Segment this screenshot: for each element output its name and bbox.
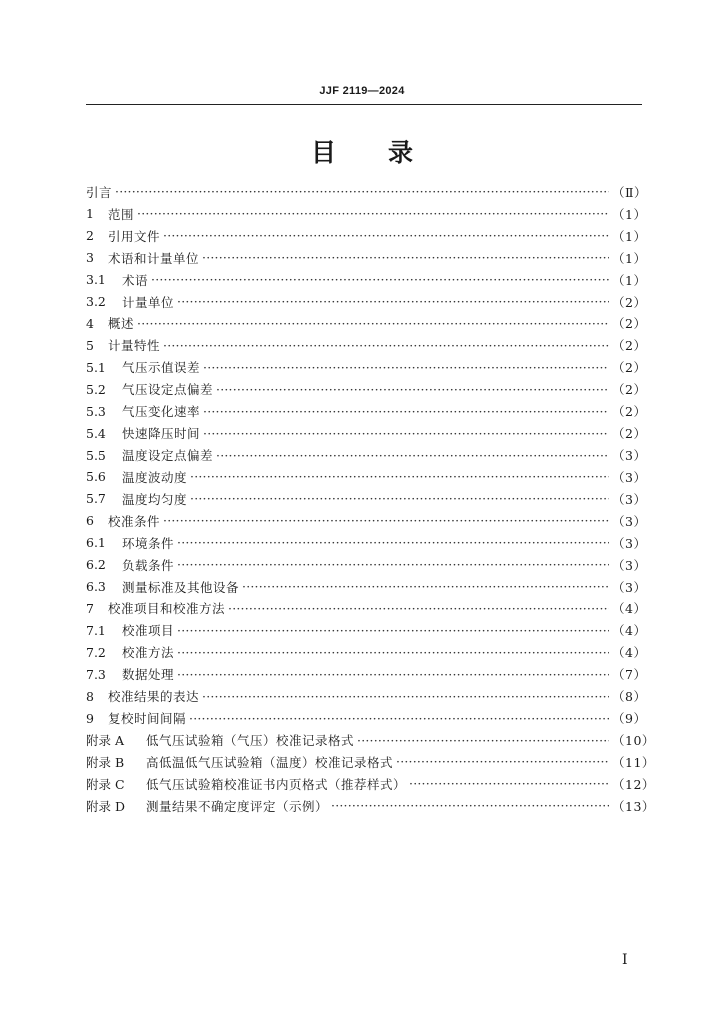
toc-entry-title: 校准项目和校准方法 [108,601,226,617]
title-char-2: 录 [388,138,414,167]
toc-entry-number: 5.2 [86,381,106,397]
toc-entry[interactable] [86,313,647,335]
toc-entry-title: 校准项目 [122,623,175,639]
toc-entry-title: 计量单位 [122,294,175,310]
toc-entry-number: 6 [86,513,94,529]
header-divider [86,104,642,105]
toc-leader-dots [177,294,609,309]
toc-entry[interactable] [86,619,647,641]
toc-entry[interactable] [86,729,655,751]
toc-leader-dots [177,645,609,660]
toc-leader-dots [190,469,609,484]
toc-entry-page: （2） [612,294,647,310]
toc-entry-title: 低气压试验箱校准证书内页格式（推荐样式） [146,776,407,792]
toc-leader-dots [137,206,609,221]
toc-leader-dots [177,535,609,550]
toc-entry-number: 9 [86,710,94,726]
toc-entry-page: （13） [612,798,655,814]
toc-leader-dots [115,184,609,199]
toc-entry-page: （4） [612,601,647,617]
toc-leader-dots [177,623,609,638]
toc-entry-number: 3.1 [86,272,106,288]
toc-entry-title: 温度均匀度 [122,491,188,507]
toc-entry[interactable] [86,598,647,620]
toc-entry-title: 计量特性 [108,338,161,354]
toc-entry-number: 6.3 [86,579,106,595]
table-of-contents [86,181,655,817]
toc-entry-number: 6.2 [86,557,106,573]
toc-entry-title: 高低温低气压试验箱（温度）校准记录格式 [146,754,394,770]
toc-leader-dots [203,404,609,419]
toc-entry-page: （2） [612,316,647,332]
standard-code: JJF 2119—2024 [319,85,405,97]
page-number: I [622,952,628,968]
toc-entry-title: 范围 [108,206,135,222]
toc-entry-title: 术语 [122,272,149,288]
toc-leader-dots [396,754,609,769]
toc-entry-title: 校准结果的表达 [108,689,200,705]
toc-leader-dots [203,426,609,441]
toc-entry[interactable] [86,663,647,685]
toc-entry-page: （4） [612,623,647,639]
toc-entry-number: 8 [86,688,94,704]
toc-entry[interactable] [86,400,647,422]
toc-leader-dots [228,601,609,616]
toc-entry-title: 概述 [108,316,135,332]
toc-entry-number: 4 [86,315,94,331]
toc-entry[interactable] [86,773,655,795]
toc-entry-number: 5.1 [86,359,106,375]
toc-entry-page: （2） [612,426,647,442]
toc-entry-page: （2） [612,360,647,376]
toc-leader-dots [409,776,609,791]
toc-entry-number: 3.2 [86,294,106,310]
toc-entry-number: 1 [86,206,94,222]
toc-entry-page: （3） [612,469,647,485]
toc-entry[interactable] [86,247,647,269]
toc-entry[interactable] [86,685,647,707]
toc-entry[interactable] [86,641,647,663]
toc-entry-title: 环境条件 [122,535,175,551]
toc-entry-number: 5.7 [86,491,106,507]
toc-entry[interactable] [86,576,647,598]
toc-entry[interactable] [86,554,647,576]
toc-entry[interactable] [86,510,647,532]
toc-entry-number: 附录 B [86,754,125,770]
title-char-1: 目 [310,138,336,167]
toc-entry-title: 温度设定点偏差 [122,448,214,464]
toc-entry-page: （7） [612,667,647,683]
toc-entry[interactable] [86,269,647,291]
toc-entry-page: （3） [612,557,647,573]
toc-leader-dots [331,798,609,813]
toc-leader-dots [163,513,609,528]
toc-entry[interactable] [86,225,647,247]
toc-entry-title: 负载条件 [122,557,175,573]
toc-entry-page: （3） [612,448,647,464]
toc-leader-dots [137,316,609,331]
toc-entry[interactable] [86,422,647,444]
toc-entry-number: 附录 C [86,776,125,792]
toc-entry-page: （1） [612,250,647,266]
toc-entry[interactable] [86,444,647,466]
toc-leader-dots [177,557,609,572]
toc-entry-number: 5.6 [86,469,106,485]
toc-leader-dots [190,491,609,506]
toc-entry-title: 数据处理 [122,667,175,683]
toc-entry-page: （2） [612,382,647,398]
toc-entry-number: 5.5 [86,447,106,463]
toc-leader-dots [357,733,609,748]
toc-entry-number: 7.3 [86,666,106,682]
toc-entry-page: （2） [612,404,647,420]
toc-entry-page: （3） [612,535,647,551]
toc-entry-number: 附录 D [86,798,125,814]
toc-entry[interactable] [86,466,647,488]
toc-leader-dots [202,250,609,265]
toc-entry-number: 6.1 [86,535,106,551]
toc-entry[interactable] [86,751,655,773]
toc-entry-page: （8） [612,689,647,705]
toc-entry-title: 引用文件 [108,228,161,244]
toc-entry[interactable] [86,334,647,356]
toc-entry-title: 快速降压时间 [122,426,201,442]
toc-leader-dots [242,579,609,594]
toc-entry-title: 温度波动度 [122,469,188,485]
toc-entry-page: （4） [612,645,647,661]
toc-entry-number: 3 [86,250,94,266]
page-title [0,133,724,169]
toc-entry-number: 附录 A [86,733,125,748]
toc-entry-title: 气压设定点偏差 [122,382,214,398]
toc-entry-page: （1） [612,272,647,288]
toc-entry-title: 测量标准及其他设备 [122,579,240,595]
toc-entry-title: 低气压试验箱（气压）校准记录格式 [146,733,355,748]
toc-entry-page: （3） [612,513,647,529]
toc-entry-page: （11） [612,754,655,770]
toc-entry-number: 5.4 [86,425,106,441]
toc-entry[interactable] [86,378,647,400]
toc-entry-title: 引言 [86,184,113,200]
toc-entry-page: （Ⅱ） [612,184,647,200]
toc-entry-page: （10） [612,733,655,748]
toc-entry-title: 气压示值误差 [122,360,201,376]
toc-leader-dots [203,360,609,375]
toc-entry-title: 术语和计量单位 [108,250,200,266]
toc-entry-page: （3） [612,579,647,595]
toc-leader-dots [202,689,609,704]
toc-entry[interactable] [86,291,647,313]
toc-entry-page: （1） [612,228,647,244]
toc-leader-dots [189,711,609,726]
toc-entry-page: （3） [612,491,647,507]
toc-leader-dots [151,272,609,287]
toc-entry-title: 气压变化速率 [122,404,201,420]
toc-entry[interactable] [86,488,647,510]
toc-entry[interactable] [86,532,647,554]
toc-entry-number: 7 [86,600,94,616]
toc-leader-dots [177,667,609,682]
toc-entry-title: 复校时间间隔 [108,711,187,727]
toc-entry-page: （9） [612,711,647,727]
toc-entry-title: 校准条件 [108,513,161,529]
toc-entry-page: （12） [612,776,655,792]
toc-entry[interactable] [86,181,647,203]
toc-entry-number: 2 [86,228,94,244]
toc-entry-number: 5 [86,337,94,353]
toc-entry-title: 测量结果不确定度评定（示例） [146,798,329,814]
toc-entry[interactable] [86,707,647,729]
toc-leader-dots [163,338,609,353]
toc-leader-dots [163,228,609,243]
toc-entry[interactable] [86,203,647,225]
toc-entry-page: （2） [612,338,647,354]
toc-leader-dots [216,448,609,463]
toc-entry-number: 7.2 [86,644,106,660]
toc-entry[interactable] [86,795,655,817]
toc-entry[interactable] [86,356,647,378]
toc-entry-title: 校准方法 [122,645,175,661]
toc-entry-page: （1） [612,206,647,222]
toc-entry-number: 7.1 [86,622,106,638]
toc-entry-number: 5.3 [86,403,106,419]
toc-leader-dots [216,382,609,397]
